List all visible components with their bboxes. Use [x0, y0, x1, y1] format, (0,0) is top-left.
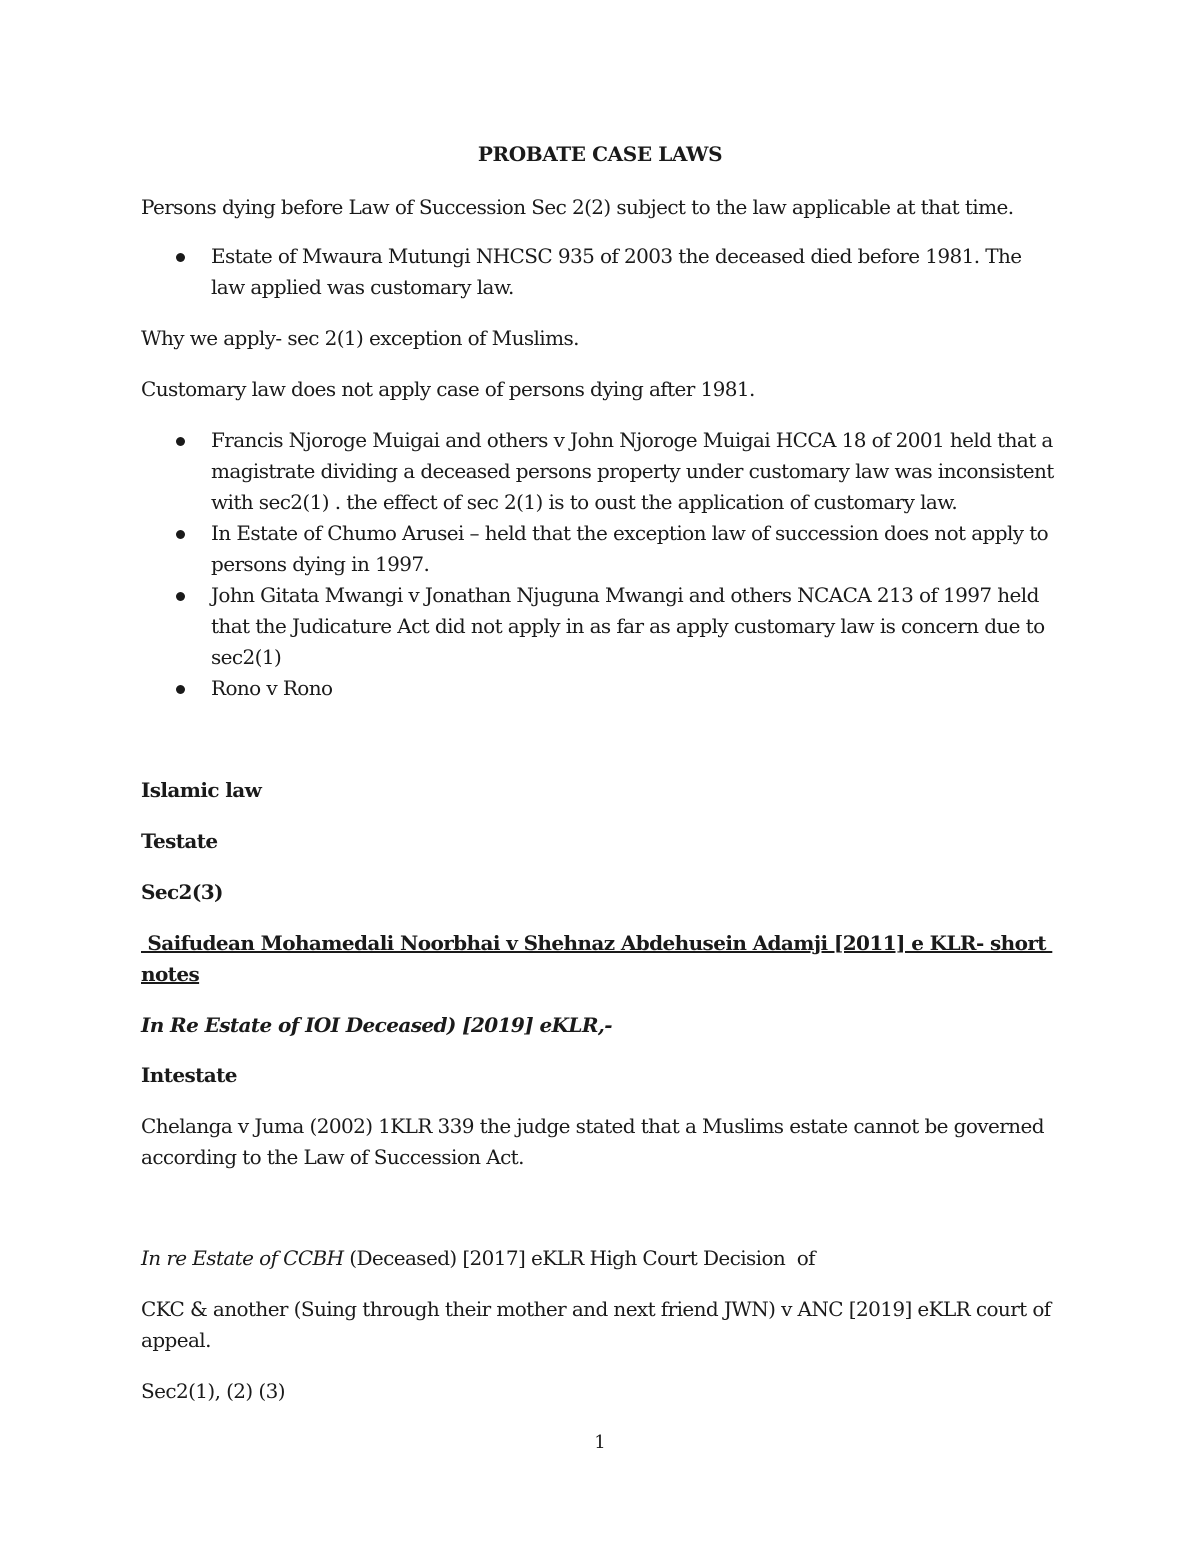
in-re-ioi-case: In Re Estate of IOI Deceased) [2019] eKLR,-: [141, 1013, 612, 1037]
list-item: [0, 518, 1054, 580]
document-title: PROBATE CASE LAWS: [477, 142, 723, 166]
chelanga-paragraph-line1: Chelanga v Juma (2002) 1KLR 339 the judge stated that a Muslims estate cannot be governed: [141, 1114, 1044, 1138]
ckc-paragraph-line2: appeal.: [141, 1328, 211, 1352]
list-item: [0, 673, 1054, 704]
saifudean-case-line1: Saifudean Mohamedali Noorbhai v Shehnaz Abdehusein Adamji [2011] e KLR- short: [141, 931, 1053, 955]
list-item-line: Francis Njoroge Muigai and others v John Njoroge Muigai HCCA 18 of 2001 held that a: [211, 428, 1053, 452]
bullet-icon: [176, 253, 185, 262]
ccbh-paragraph: [141, 1243, 815, 1274]
list-item-line: law applied was customary law.: [211, 275, 514, 299]
list-item-line: with sec2(1) . the effect of sec 2(1) is to oust the application of customary law.: [211, 490, 958, 514]
bullet-list-2: [0, 425, 1054, 704]
bullet-icon: [176, 685, 185, 694]
list-item-line: sec2(1): [211, 645, 282, 669]
ckc-paragraph-line1: CKC & another (Suing through their mother and next friend JWN) v ANC [2019] eKLR court of: [141, 1297, 1051, 1321]
list-item-line: persons dying in 1997.: [211, 552, 430, 576]
bullet-icon: [176, 437, 185, 446]
bullet-icon: [176, 530, 185, 539]
sec-all-paragraph: Sec2(1), (2) (3): [141, 1379, 285, 1403]
ccbh-case-name: In re Estate of CCBH: [141, 1246, 344, 1270]
bullet-icon: [176, 592, 185, 601]
intro-paragraph: Persons dying before Law of Succession Sec 2(2) subject to the law applicable at that time.: [141, 195, 1014, 219]
ccbh-case-rest: (Deceased) [2017] eKLR High Court Decision of: [343, 1246, 815, 1270]
list-item-line: In Estate of Chumo Arusei – held that the exception law of succession does not apply to: [211, 521, 1049, 545]
heading-intestate: Intestate: [141, 1063, 237, 1087]
chelanga-paragraph-line2: according to the Law of Succession Act.: [141, 1145, 524, 1169]
heading-testate: Testate: [141, 829, 218, 853]
heading-islamic-law: Islamic law: [141, 778, 262, 802]
list-item-line: magistrate dividing a deceased persons property under customary law was inconsistent: [211, 459, 1054, 483]
page-number: 1: [594, 1432, 606, 1453]
customary-paragraph: Customary law does not apply case of persons dying after 1981.: [141, 377, 755, 401]
saifudean-case-line2: notes: [141, 962, 200, 986]
list-item: [0, 241, 1021, 303]
list-item-line: Estate of Mwaura Mutungi NHCSC 935 of 2003 the deceased died before 1981. The: [211, 244, 1022, 268]
list-item-line: that the Judicature Act did not apply in as far as apply customary law is concern due to: [211, 614, 1045, 638]
list-item-line: Rono v Rono: [211, 676, 333, 700]
heading-sec23: Sec2(3): [141, 880, 223, 904]
list-item-line: John Gitata Mwangi v Jonathan Njuguna Mwangi and others NCACA 213 of 1997 held: [211, 583, 1039, 607]
list-item: [0, 425, 1054, 518]
bullet-list-1: [0, 241, 1021, 303]
list-item: [0, 580, 1054, 673]
why-apply-paragraph: Why we apply- sec 2(1) exception of Muslims.: [141, 326, 579, 350]
